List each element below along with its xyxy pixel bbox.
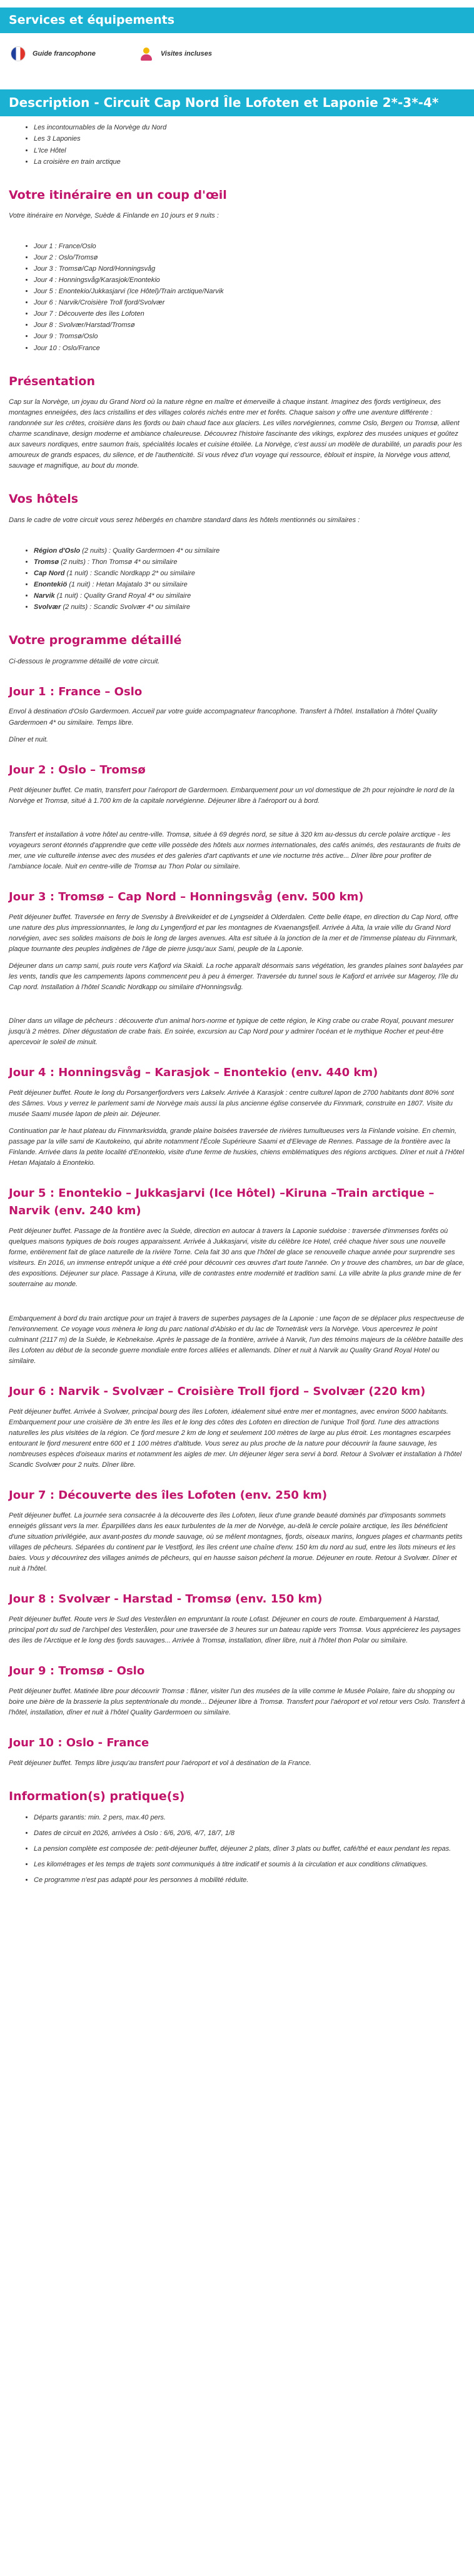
day-paragraph: Continuation par le haut plateau du Finnmarksvidda, grande plaine boisées traversée de rivières tumultueuses vers la Finlande voisine. En chemin, passage par la ville sami de Kautokeino, qui abrite notamment l'École Supérieure Saami et d'Elevage de Rennes. Passage de la frontière avec la Finlande. Arrivée dans la petite localité d'Enontekio, visite d'une ferme de huskies, chiens emblématiques des régions arctiques. Dîner et nuit à l'Hôtel Hetan Majatalo à Enontekio.	[9, 1127, 465, 1167]
hotel-city: Tromsø	[34, 558, 59, 566]
programme-heading: Votre programme détaillé	[9, 633, 182, 648]
itinerary-heading: Votre itinéraire en un coup d'œil	[9, 188, 227, 202]
list-item	[34, 602, 465, 613]
day-paragraph: Déjeuner dans un camp sami, puis route vers Kafjord via Skaidi. La roche apparaît désormais sans végétation, les grandes plaines sont balayées par les vents, tandis que les campements lapons commencent peu à peu à émerger. Traversée du tunnel sous le Kafjord et arrivée sur Mageroy, l'île du Cap nord. Installation à l'hôtel Scandic Nordkapp ou similaire d'Honningsvåg.	[9, 962, 463, 992]
day-paragraph: Envol à destination d'Oslo Gardermoen. Accueil par votre guide accompagnateur francophone. Transfert à l'hôtel. Installation à l'hôtel Quality Gardermoen 4* ou similaire. Temps libre.	[9, 708, 438, 727]
list-item: • Les 3 Laponies	[34, 134, 465, 144]
list-item: • Jour 7 : Découverte des îles Lofoten	[34, 309, 465, 319]
hotel-city: Région d'Oslo	[34, 546, 81, 555]
hotel-details: (2 nuits) : Scandic Svolvær 4* ou similaire	[61, 603, 191, 611]
itinerary-intro: Votre itinéraire en Norvège, Suède & Finlande en 10 jours et 9 nuits :	[9, 212, 219, 220]
hotels-heading: Vos hôtels	[9, 492, 79, 506]
list-item: • L'Ice Hôtel	[34, 146, 465, 156]
list-item: • Jour 8 : Svolvær/Harstad/Tromsø	[34, 320, 465, 331]
day-paragraph: Dîner dans un village de pêcheurs : découverte d'un animal hors-norme et typique de cette région, le King crabe ou crabe Royal, pouvant mesurer jusqu'à 2 mètres. Dîner dégustation de crabe frais. En soirée, excursion au Cap Nord pour y admirer l'océan et le mythique Rocher et peut-être apercevoir le soleil de minuit.	[9, 1017, 454, 1047]
day-title: Jour 7 : Découverte des îles Lofoten (env. 250 km)	[9, 1488, 328, 1502]
hotels-list	[9, 546, 465, 613]
hotel-details: (2 nuits) : Quality Gardermoen 4* ou similaire	[80, 546, 220, 555]
description-banner: Description - Circuit Cap Nord Île Lofoten et Laponie 2*-3*-4*	[0, 89, 474, 116]
day-title: Jour 9 : Tromsø - Oslo	[9, 1664, 145, 1678]
day-paragraph: Petit déjeuner buffet. Passage de la frontière avec la Suède, direction en autocar à travers la Laponie suédoise : traversée d'immenses forêts où quelques maisons typiques de bois rouges apparaissent. Arrivée à Jukkasjarvi, visite du célèbre Ice Hotel, créé chaque hiver sous une nouvelle forme, entièrement fait de glace naturelle de la rivière Torne. Cela fait 30 ans que l'hôtel de glace se renouvelle chaque année pour surprendre ses visiteurs. En 2016, un immense entrepôt unique a été créé pour découvrir ces œuvres d'art toute l'année. On y trouve des chambres, un bar de glace, des expositions. Déjeuner sur place. Passage à Kiruna, ville de contrastes entre modernité et tradition sami. La ville abrite la plus grande mine de fer souterraine au monde.	[9, 1227, 465, 1289]
day-title: Jour 4 : Honningsvåg – Karasjok – Enontekio (env. 440 km)	[9, 1066, 378, 1080]
day-paragraph: Petit déjeuner buffet. Traversée en ferry de Svensby à Breivikeidet et de Lyngseidet à Olderdalen. Cette belle étape, en direction du Cap Nord, offre une nature des plus impressionnantes, le long du Lyngenfjord et par les montagnes de Kvaenangsfjell. Arrivée à Alta, la vraie ville du Grand Nord norvégien, avec ses solides maisons de bois le long de larges avenues. Alta est située à la jonction de la mer et de l'immense plateau du Finnmark, plaque tournante des peuples indigènes de l'âge de pierre jusqu'aux Sami, peuple de la Laponie.	[9, 913, 458, 953]
day-title: Jour 1 : France – Oslo	[9, 685, 143, 698]
hotel-city: Narvik	[34, 592, 55, 600]
feature-label: Guide francophone	[33, 49, 96, 58]
day-title: Jour 6 : Narvik - Svolvær – Croisière Troll fjord – Svolvær (220 km)	[9, 1384, 426, 1398]
list-item	[34, 546, 465, 556]
visitor-icon	[139, 47, 153, 61]
services-banner: Services et équipements	[0, 8, 474, 33]
day-paragraph: Embarquement à bord du train arctique pour un trajet à travers de superbes paysages de la Laponie : une façon de se déplacer plus respectueuse de l'environnement. Ce voyage vous mènera le long du parc national d'Abisko et du lac de Torneträsk vers la Norvège. Vous apercevrez le point culminant (2117 m) de la Suède, le Kebnekaise. Après le passage de la frontière, arrivée à Narvik, l'un des témoins majeurs de la célèbre bataille des îles Lofoten au début de la seconde guerre mondiale entre forces alliées et allemands. Dîner et nuit à Narvik au Quality Grand Royal Hotel ou similaire.	[9, 1314, 465, 1365]
french-flag-icon	[11, 47, 25, 61]
list-item: • Ce programme n'est pas adapté pour les personnes à mobilité réduite.	[34, 1875, 465, 1886]
programme-intro: Ci-dessous le programme détaillé de votre circuit.	[9, 657, 160, 665]
day-paragraph: Petit déjeuner buffet. Route vers le Sud des Vesterålen en empruntant la route Lofast. Déjeuner en cours de route. Embarquement à Harstad, principal port du sud de l'archipel des Vesterålen, pour une traversée de 3 heures sur un bateau rapide vers Tromsø. Vous apprécierez les paysages des îles de l'Arctique et le long des fjords sauvages... Arrivée à Tromsø, installation, dîner libre, nuit à l'hôtel thon Polar ou similaire.	[9, 1616, 461, 1645]
information-list	[9, 1813, 465, 1886]
itinerary-list	[9, 241, 465, 353]
list-item: • Dates de circuit en 2026, arrivées à Oslo : 6/6, 20/6, 4/7, 18/7, 1/8	[34, 1828, 465, 1839]
list-item: • Les incontournables de la Norvège du Nord	[34, 123, 465, 133]
list-item	[34, 591, 465, 601]
list-item: • Jour 3 : Tromsø/Cap Nord/Honningsvåg	[34, 264, 465, 274]
day-paragraph: Petit déjeuner buffet. Arrivée à Svolvær, principal bourg des îles Lofoten, idéalement situé entre mer et montagnes, avec environ 5000 habitants. Embarquement pour une croisière de 3h entre les îles et le long des côtes des Lofoten en direction de l'unique Troll fjord. l'une des attractions naturelles les plus visitées de la région. Ce fjord mesure 2 km de long et seulement 100 mètres de large au plus étroit. Les montagnes escarpées entourant le fjord mesurent entre 600 et 1 100 mètres d'altitude. Vous serez au plus proche de la nature pour découvrir la faune sauvage, les nombreuses espèces d'oiseaux marins et notamment les aigles de mer. Un déjeuner léger sera servi à bord. Retour à Svolvær et installation à l'hôtel Scandic Svolvær pour 2 nuits. Dîner libre.	[9, 1407, 462, 1469]
presentation-text: Cap sur la Norvège, un joyau du Grand Nord où la nature règne en maître et émerveille à chaque instant. Imaginez des fjords vertigineux, des montagnes enneigées, des lacs cristallins et des villages colorés nichés entre mer et forêts. Chaque saison y offre une aventure différente : randonnée sur les crêtes, croisière dans les fjords ou bain chaud face aux glaciers. Les villes norvégiennes, comme Oslo, Bergen ou Tromsø, allient charme scandinave, design moderne et ambiance chaleureuse. Découvrez l'histoire fascinante des vikings, explorez des musées uniques et goûtez aux saveurs nordiques, entre saumon frais, spécialités locales et cuisine étoilée. La Norvège, c'est aussi un modèle de durabilité, un paradis pour les amoureux de grands espaces, du silence, et de l'authenticité. Si vous rêvez d'un voyage qui ressource, éblouit et inspire, la Norvège vous attend, sauvage et magnifique, au bout du monde.	[9, 398, 462, 470]
day-paragraph: Petit déjeuner buffet. Matinée libre pour découvrir Tromsø : flâner, visiter l'un des musées de la ville comme le Musée Polaire, faire du shopping ou boire une bière de la brasserie la plus septentrionale du monde... Déjeuner libre à Tromsø. Transfert pour l'aéroport et vol retour vers Oslo. Transfert à l'hôtel, installation, dîner et nuit à l'hôtel Quality Gardermoen ou similaire.	[9, 1688, 465, 1717]
day-paragraph: Dîner et nuit.	[9, 735, 48, 743]
list-item: • Jour 10 : Oslo/France	[34, 343, 465, 354]
feature-guide	[11, 47, 96, 61]
day-title: Jour 10 : Oslo - France	[9, 1736, 149, 1750]
hotel-details: (1 nuit) : Hetan Majatalo 3* ou similaire	[67, 580, 188, 588]
day-paragraph: Petit déjeuner buffet. Ce matin, transfert pour l'aéroport de Gardermoen. Embarquement pour un vol domestique de 2h pour rejoindre le nord de la Norvège et Tromsø, situé à 1.700 km de la capitale norvégienne. Déjeuner libre à l'aéroport ou à bord.	[9, 786, 455, 805]
day-title: Jour 5 : Enontekio – Jukkasjarvi (Ice Hôtel) –Kiruna –Train arctique – Narvik (env. 240 km)	[9, 1187, 435, 1218]
hotel-details: (1 nuit) : Scandic Nordkapp 2* ou similaire	[64, 569, 195, 577]
day-title: Jour 8 : Svolvær - Harstad - Tromsø (env. 150 km)	[9, 1592, 323, 1606]
day-paragraph	[9, 999, 465, 1010]
list-item: • Jour 6 : Narvik/Croisière Troll fjord/Svolvær	[34, 298, 465, 308]
list-item: • Jour 5 : Enontekio/Jukkasjarvi (Ice Hôtel)/Train arctique/Narvik	[34, 286, 465, 297]
day-paragraph: Petit déjeuner buffet. La journée sera consacrée à la découverte des îles Lofoten, lieux d'une grande beauté dominés par d'imposants sommets enneigés glissant vers la mer. Éparpillées dans les eaux turbulentes de la mer de Norvège, au-delà le cercle polaire arctique, les îles bénéficient d'une situation privilégiée, aux avant-postes du monde sauvage, où se mêlent montagnes, fjords, oiseaux marins, longues plages et charmants petits villages de pêcheurs. Séparées du continent par le Vestfjord, les îles créent une chaîne d'env. 150 km du nord au sud, entre les îlots mineurs et les baies. Vous y découvrirez des villages animés de pêcheurs, qui en hausse saison péchent la morue. Déjeuner en route. Retour à Svolvær. Dîner et nuit à l'hôtel.	[9, 1511, 463, 1573]
list-item	[34, 580, 465, 590]
highlights-list	[9, 123, 465, 167]
feature-label: Visites incluses	[160, 49, 212, 58]
day-paragraph: Petit déjeuner buffet. Temps libre jusqu'au transfert pour l'aéroport et vol à destination de la France.	[9, 1759, 311, 1768]
list-item	[34, 568, 465, 579]
features-row	[0, 33, 474, 67]
list-item: • Jour 9 : Tromsø/Oslo	[34, 331, 465, 342]
hotels-intro: Dans le cadre de votre circuit vous serez hébergés en chambre standard dans les hôtels mentionnés ou similaires :	[9, 516, 360, 524]
feature-visits	[139, 47, 212, 61]
hotel-city: Cap Nord	[34, 569, 65, 577]
programme-days	[9, 683, 465, 1769]
list-item: • La croisière en train arctique	[34, 157, 465, 168]
list-item: • Jour 4 : Honningsvåg/Karasjok/Enontekio	[34, 275, 465, 286]
content	[0, 123, 474, 1885]
list-item: • Les kilométrages et les temps de trajets sont communiqués à titre indicatif et soumis à la circulation et aux conditions climatiques.	[34, 1859, 465, 1870]
presentation-heading: Présentation	[9, 374, 95, 388]
day-paragraph	[9, 1297, 465, 1307]
day-paragraph	[9, 813, 465, 823]
information-heading: Information(s) pratique(s)	[9, 1789, 185, 1804]
list-item: • Départs garantis: min. 2 pers, max.40 pers.	[34, 1813, 465, 1823]
hotel-city: Svolvær	[34, 603, 61, 611]
list-item: • Jour 2 : Oslo/Tromsø	[34, 253, 465, 263]
list-item: • La pension complète est composée de: petit-déjeuner buffet, déjeuner 2 plats, dîner 3 plats ou buffet, café/thé et eaux pendant les repas.	[34, 1844, 465, 1854]
day-title: Jour 3 : Tromsø – Cap Nord – Honningsvåg (env. 500 km)	[9, 890, 364, 903]
day-paragraph: Petit déjeuner buffet. Route le long du Porsangerfjordvers vers Lakselv. Arrivée à Karasjok : centre culturel lapon de 2700 habitants dont 80% sont des Sâmes. Vous y verrez le parlement sami de Norvège mais aussi la plus ancienne église conservée du Finnmark, construite en 1807. Visite du musée Saami musée lapon de plein air. Déjeuner.	[9, 1089, 454, 1119]
hotel-city: Enontekiö	[34, 580, 68, 588]
list-item	[34, 557, 465, 568]
day-title: Jour 2 : Oslo – Tromsø	[9, 763, 146, 777]
list-item: • Jour 1 : France/Oslo	[34, 241, 465, 252]
day-paragraph: Transfert et installation à votre hôtel au centre-ville. Tromsø, située à 69 degrés nord, se situe à 320 km au-dessus du cercle polaire arctique - les voyageurs seront étonnés d'apprendre que cette ville possède des hôtels aux normes internationales, des cafés animés, des restaurants de fruits de mer, une vie culturelle intense avec des musées et des galeries d'art captivants et une vie nocturne très active... Dîner libre pour profiter de l'ambiance locale. Nuit en centre-ville de Tromsø au Thon Polar ou similaire.	[9, 830, 461, 870]
hotel-details: (2 nuits) : Thon Tromsø 4* ou similaire	[59, 558, 178, 566]
hotel-details: (1 nuit) : Quality Grand Royal 4* ou similaire	[54, 592, 191, 600]
